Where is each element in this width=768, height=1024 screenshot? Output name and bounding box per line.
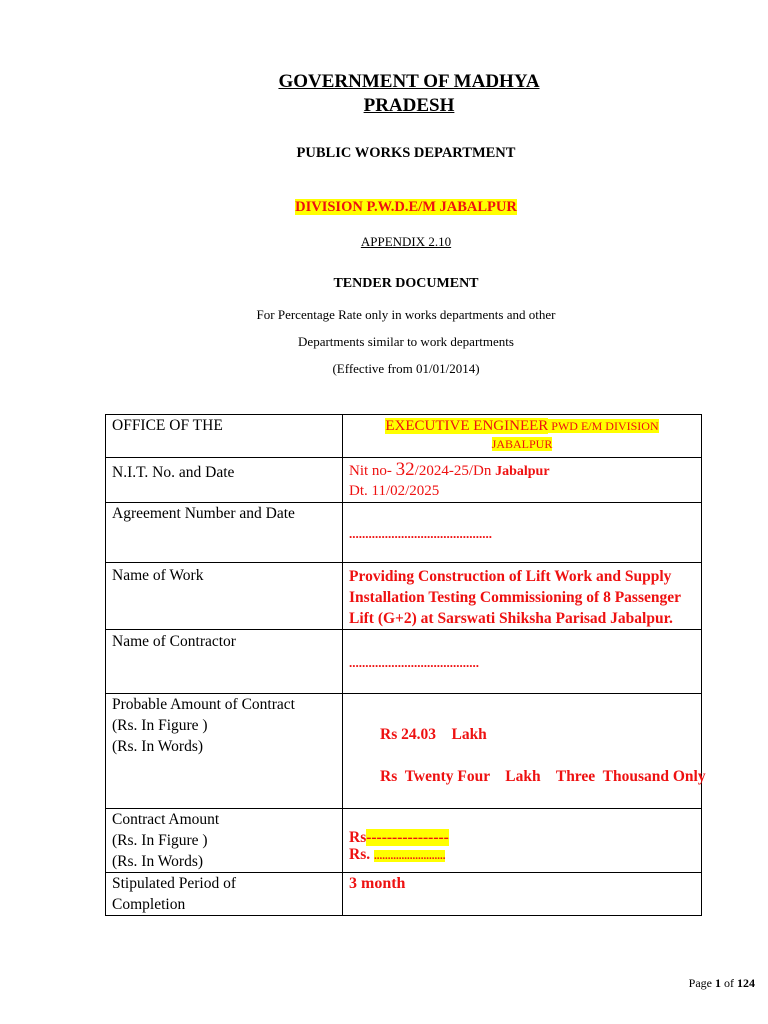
table-row bbox=[106, 563, 702, 630]
agreement-label bbox=[106, 503, 343, 563]
period-value-text: 3 month bbox=[349, 875, 406, 892]
probable-label bbox=[106, 694, 343, 809]
contract-label-line3: (Rs. In Words) bbox=[112, 853, 204, 870]
govt-title-line2: PRADESH bbox=[363, 95, 455, 116]
contractor-label-text: Name of Contractor bbox=[112, 633, 236, 650]
page-total: 124 bbox=[737, 976, 755, 990]
probable-words: Rs Twenty Four Lakh Three Thousand Only bbox=[380, 768, 706, 785]
agreement-value-text: ............................................ bbox=[349, 526, 492, 541]
division-line bbox=[0, 198, 768, 216]
description-line2: Departments similar to work departments bbox=[298, 334, 514, 349]
table-row bbox=[106, 873, 702, 916]
office-label-text: OFFICE OF THE bbox=[112, 417, 223, 434]
period-value bbox=[343, 873, 702, 916]
department-name: PUBLIC WORKS DEPARTMENT bbox=[296, 145, 516, 161]
nit-value bbox=[343, 458, 702, 503]
appendix-text: APPENDIX 2.10 bbox=[360, 234, 452, 249]
table-row bbox=[106, 630, 702, 694]
nit-city: Jabalpur bbox=[495, 464, 550, 479]
table-row bbox=[106, 415, 702, 458]
nit-suffix: /2024-25/Dn bbox=[414, 463, 496, 479]
appendix-label bbox=[0, 234, 768, 250]
agreement-label-text: Agreement Number and Date bbox=[112, 505, 295, 522]
contractor-label bbox=[106, 630, 343, 694]
page-number bbox=[689, 976, 755, 991]
table-row bbox=[106, 458, 702, 503]
contract-label bbox=[106, 809, 343, 873]
tender-details-table bbox=[105, 414, 706, 916]
office-label bbox=[106, 415, 343, 458]
probable-label-line2: (Rs. In Figure ) bbox=[112, 717, 208, 734]
description-line1: For Percentage Rate only in works departments and other bbox=[256, 307, 556, 322]
govt-title-line1: GOVERNMENT OF MADHYA bbox=[278, 71, 540, 92]
page-word: Page bbox=[688, 976, 715, 990]
nit-date: Dt. 11/02/2025 bbox=[349, 483, 440, 499]
period-label bbox=[106, 873, 343, 916]
table-row bbox=[106, 809, 702, 873]
contract-words-prefix: Rs. bbox=[349, 846, 374, 863]
office-value bbox=[343, 415, 702, 458]
contract-value bbox=[343, 809, 702, 873]
work-value-text: Providing Construction of Lift Work and Supply Installation Testing Commissioning of 8 Passenger Lift (G+2) at Sarswati Shiksha Parisad Jabalpur. bbox=[349, 568, 681, 627]
page-current: 1 bbox=[715, 976, 721, 990]
probable-label-line3: (Rs. In Words) bbox=[112, 738, 204, 755]
contract-figure-prefix: Rs bbox=[349, 829, 367, 846]
contract-words-blank: .......................... bbox=[373, 850, 446, 862]
office-value-city: JABALPUR bbox=[491, 437, 553, 451]
contractor-value-text: ........................................ bbox=[349, 655, 479, 670]
office-value-division: PWD E/M DIVISION bbox=[548, 419, 659, 433]
period-label-line2: Completion bbox=[112, 896, 186, 913]
nit-prefix: Nit no- bbox=[349, 463, 396, 479]
table-row bbox=[106, 694, 702, 809]
office-value-title: EXECUTIVE ENGINEER bbox=[385, 418, 549, 434]
contract-label-line1: Contract Amount bbox=[112, 811, 220, 828]
page-of: of bbox=[721, 976, 737, 990]
period-label-line1: Stipulated Period of bbox=[112, 875, 236, 892]
division-name: DIVISION P.W.D.E/M JABALPUR bbox=[295, 199, 517, 215]
effective-date: (Effective from 01/01/2014) bbox=[332, 361, 480, 376]
work-label-text: Name of Work bbox=[112, 567, 204, 584]
contract-figure-blank: ---------------- bbox=[366, 829, 449, 846]
work-label bbox=[106, 563, 343, 630]
work-value bbox=[343, 563, 702, 630]
nit-label-text: N.I.T. No. and Date bbox=[112, 464, 235, 481]
contract-label-line2: (Rs. In Figure ) bbox=[112, 832, 208, 849]
probable-value bbox=[343, 694, 706, 809]
nit-label bbox=[106, 458, 343, 503]
contractor-value bbox=[343, 630, 702, 694]
table-row bbox=[106, 503, 702, 563]
agreement-value bbox=[343, 503, 702, 563]
probable-figure: Rs 24.03 Lakh bbox=[380, 726, 487, 743]
tender-document-title: TENDER DOCUMENT bbox=[333, 276, 479, 291]
probable-label-line1: Probable Amount of Contract bbox=[112, 696, 295, 713]
nit-number: 32 bbox=[395, 459, 415, 480]
